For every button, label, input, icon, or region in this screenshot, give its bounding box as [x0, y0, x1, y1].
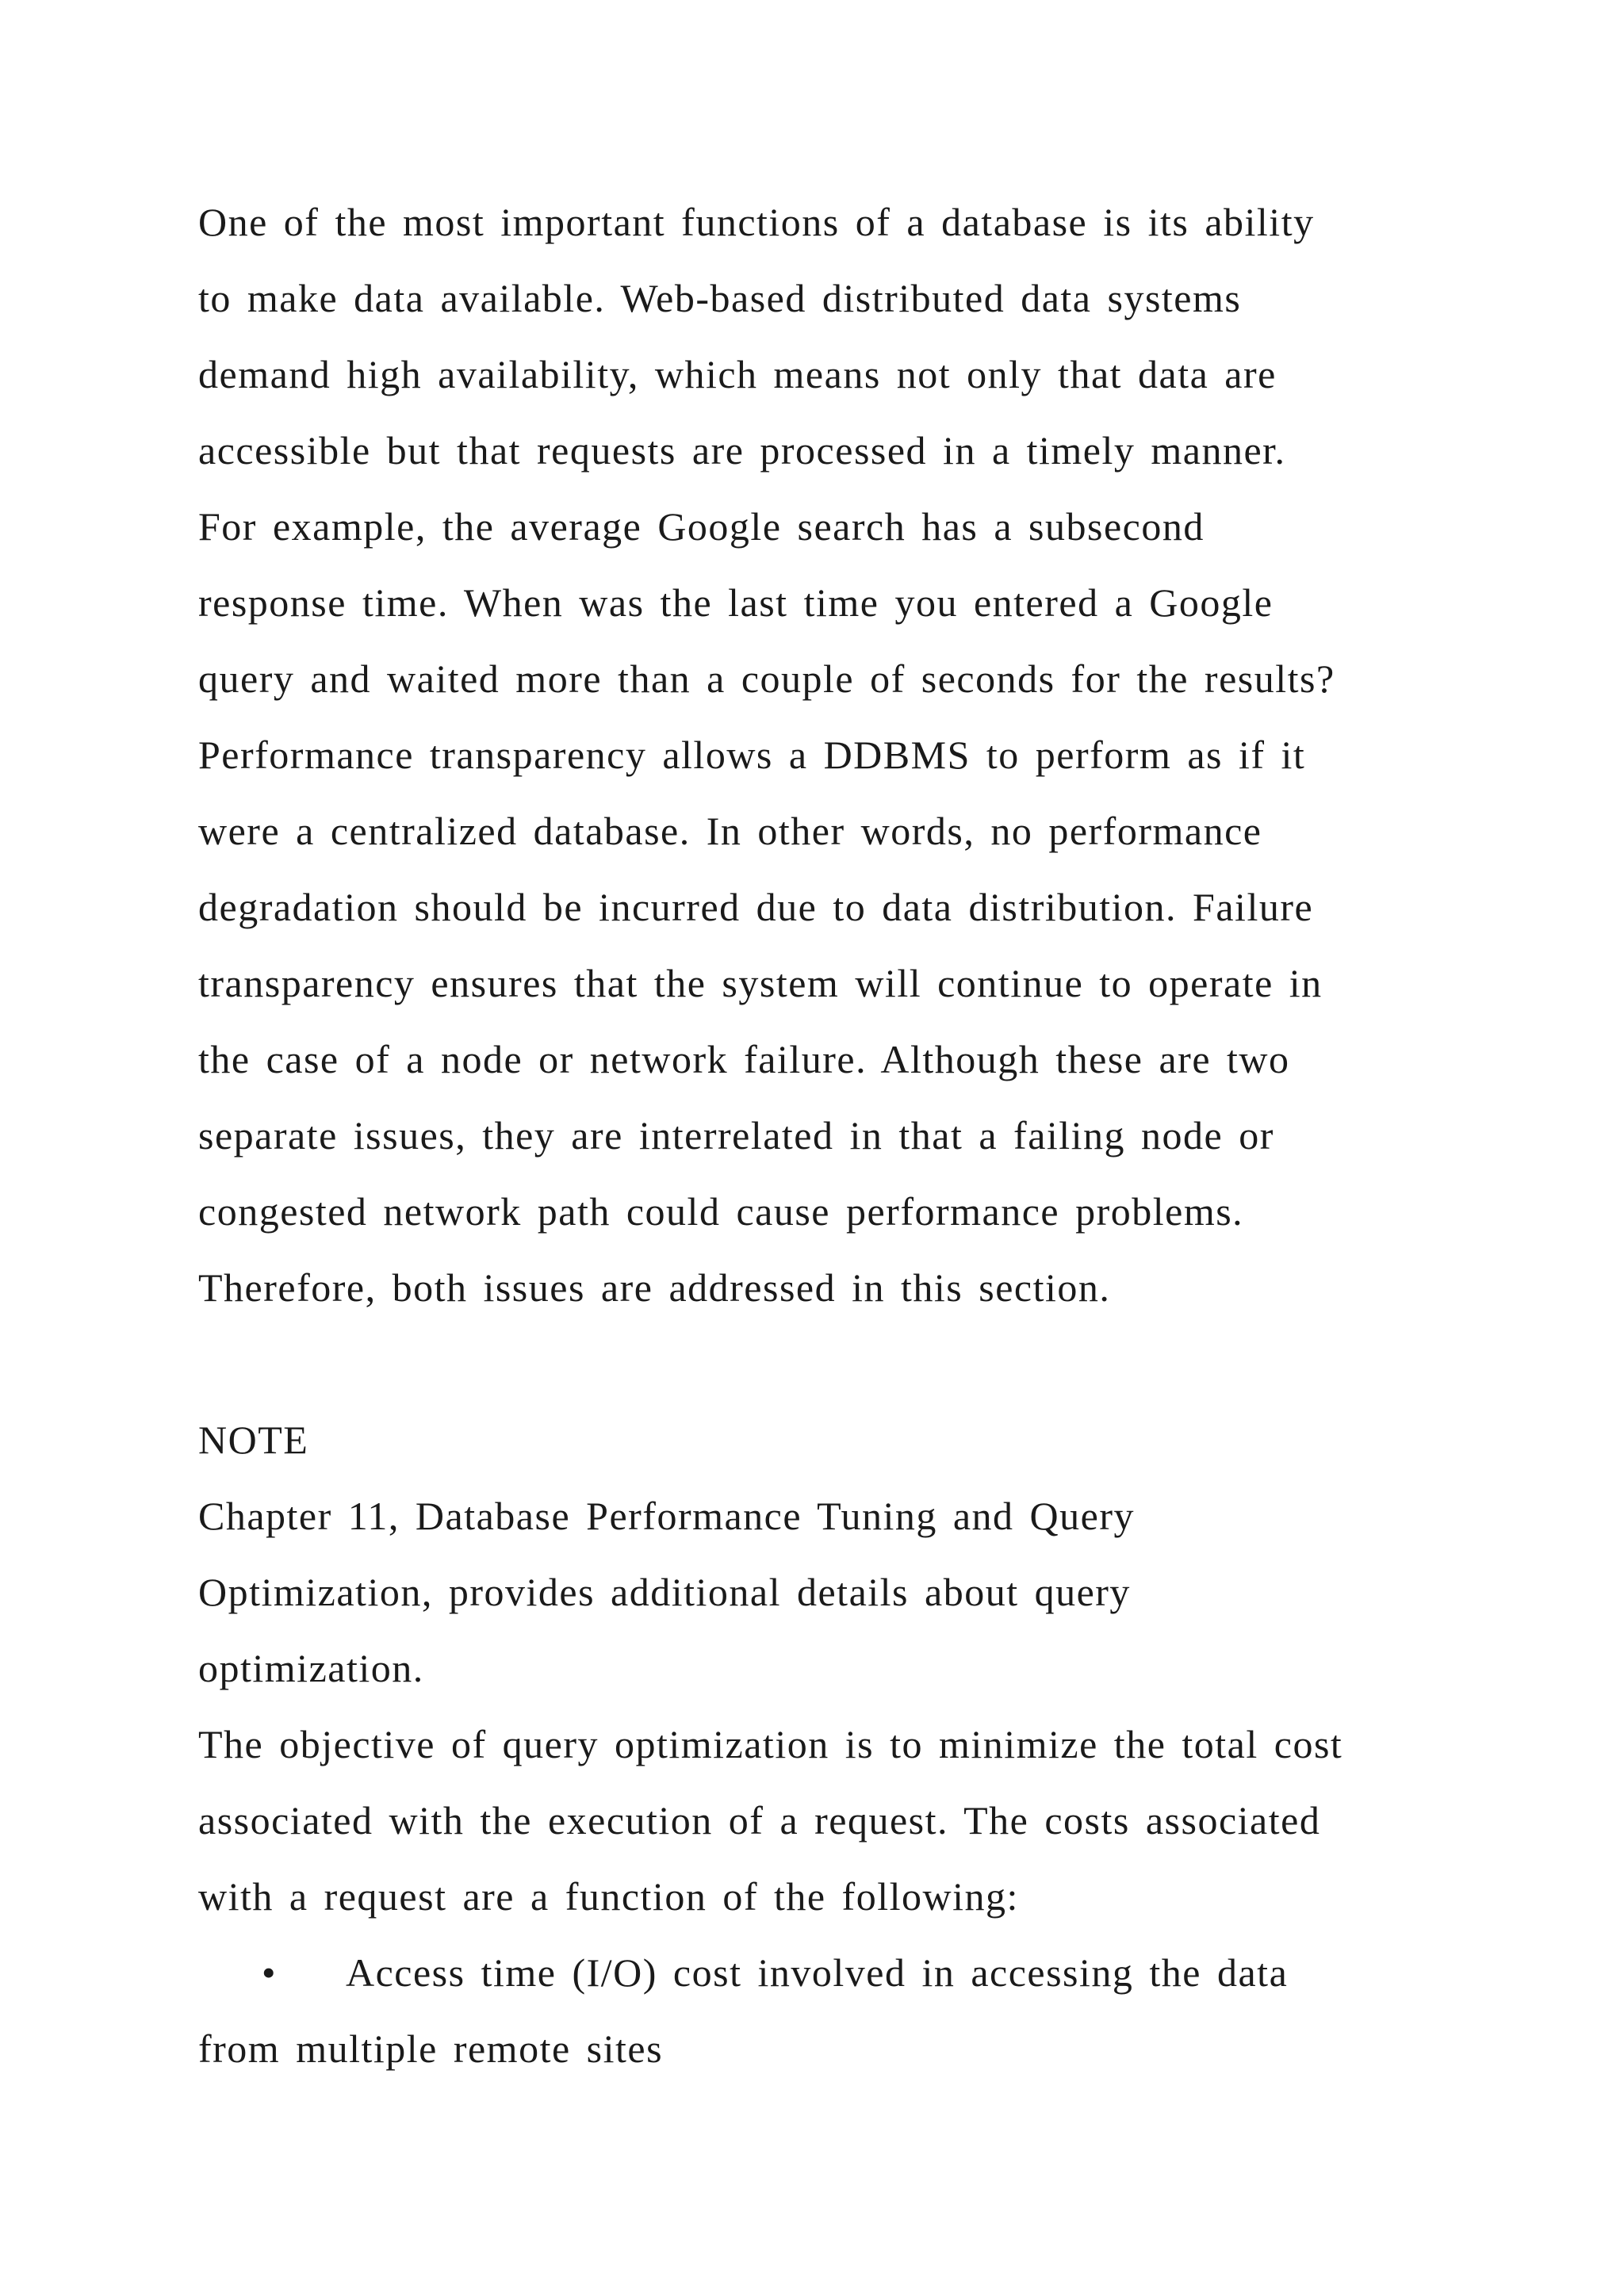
text-line: to make data available. Web-based distributed data systems [198, 276, 1242, 320]
bullet-item-continuation: from multiple remote sites [198, 2026, 664, 2071]
text-line: For example, the average Google search has a subsecond [198, 504, 1205, 549]
text-line: response time. When was the last time you entered a Google [198, 580, 1274, 625]
text-line: congested network path could cause performance problems. [198, 1189, 1244, 1234]
text-line: One of the most important functions of a database is its ability [198, 200, 1315, 244]
text-line: associated with the execution of a request. The costs associated [198, 1798, 1321, 1843]
text-line: The objective of query optimization is to minimize the total cost [198, 1722, 1343, 1766]
bullet-item-text: Access time (I/O) cost involved in accessing the data [346, 1950, 1289, 1995]
text-line: transparency ensures that the system will continue to operate in [198, 961, 1323, 1005]
bullet-marker: • [262, 1950, 278, 1995]
text-line: Therefore, both issues are addressed in this section. [198, 1265, 1111, 1310]
note-heading: NOTE [198, 1418, 309, 1462]
text-line: Optimization, provides additional details about query [198, 1570, 1131, 1614]
text-line: accessible but that requests are processed in a timely manner. [198, 428, 1286, 473]
text-line: Chapter 11, Database Performance Tuning and Query [198, 1494, 1135, 1538]
text-line: demand high availability, which means not only that data are [198, 352, 1277, 396]
text-line: Performance transparency allows a DDBMS to perform as if it [198, 733, 1306, 777]
text-line: degradation should be incurred due to data distribution. Failure [198, 885, 1314, 929]
text-line: separate issues, they are interrelated in that a failing node or [198, 1113, 1274, 1158]
text-line: the case of a node or network failure. Although these are two [198, 1037, 1290, 1081]
text-line: query and waited more than a couple of seconds for the results? [198, 656, 1335, 701]
text-line: were a centralized database. In other words, no performance [198, 809, 1262, 853]
text-line: optimization. [198, 1646, 424, 1690]
text-line: with a request are a function of the following: [198, 1874, 1019, 1919]
